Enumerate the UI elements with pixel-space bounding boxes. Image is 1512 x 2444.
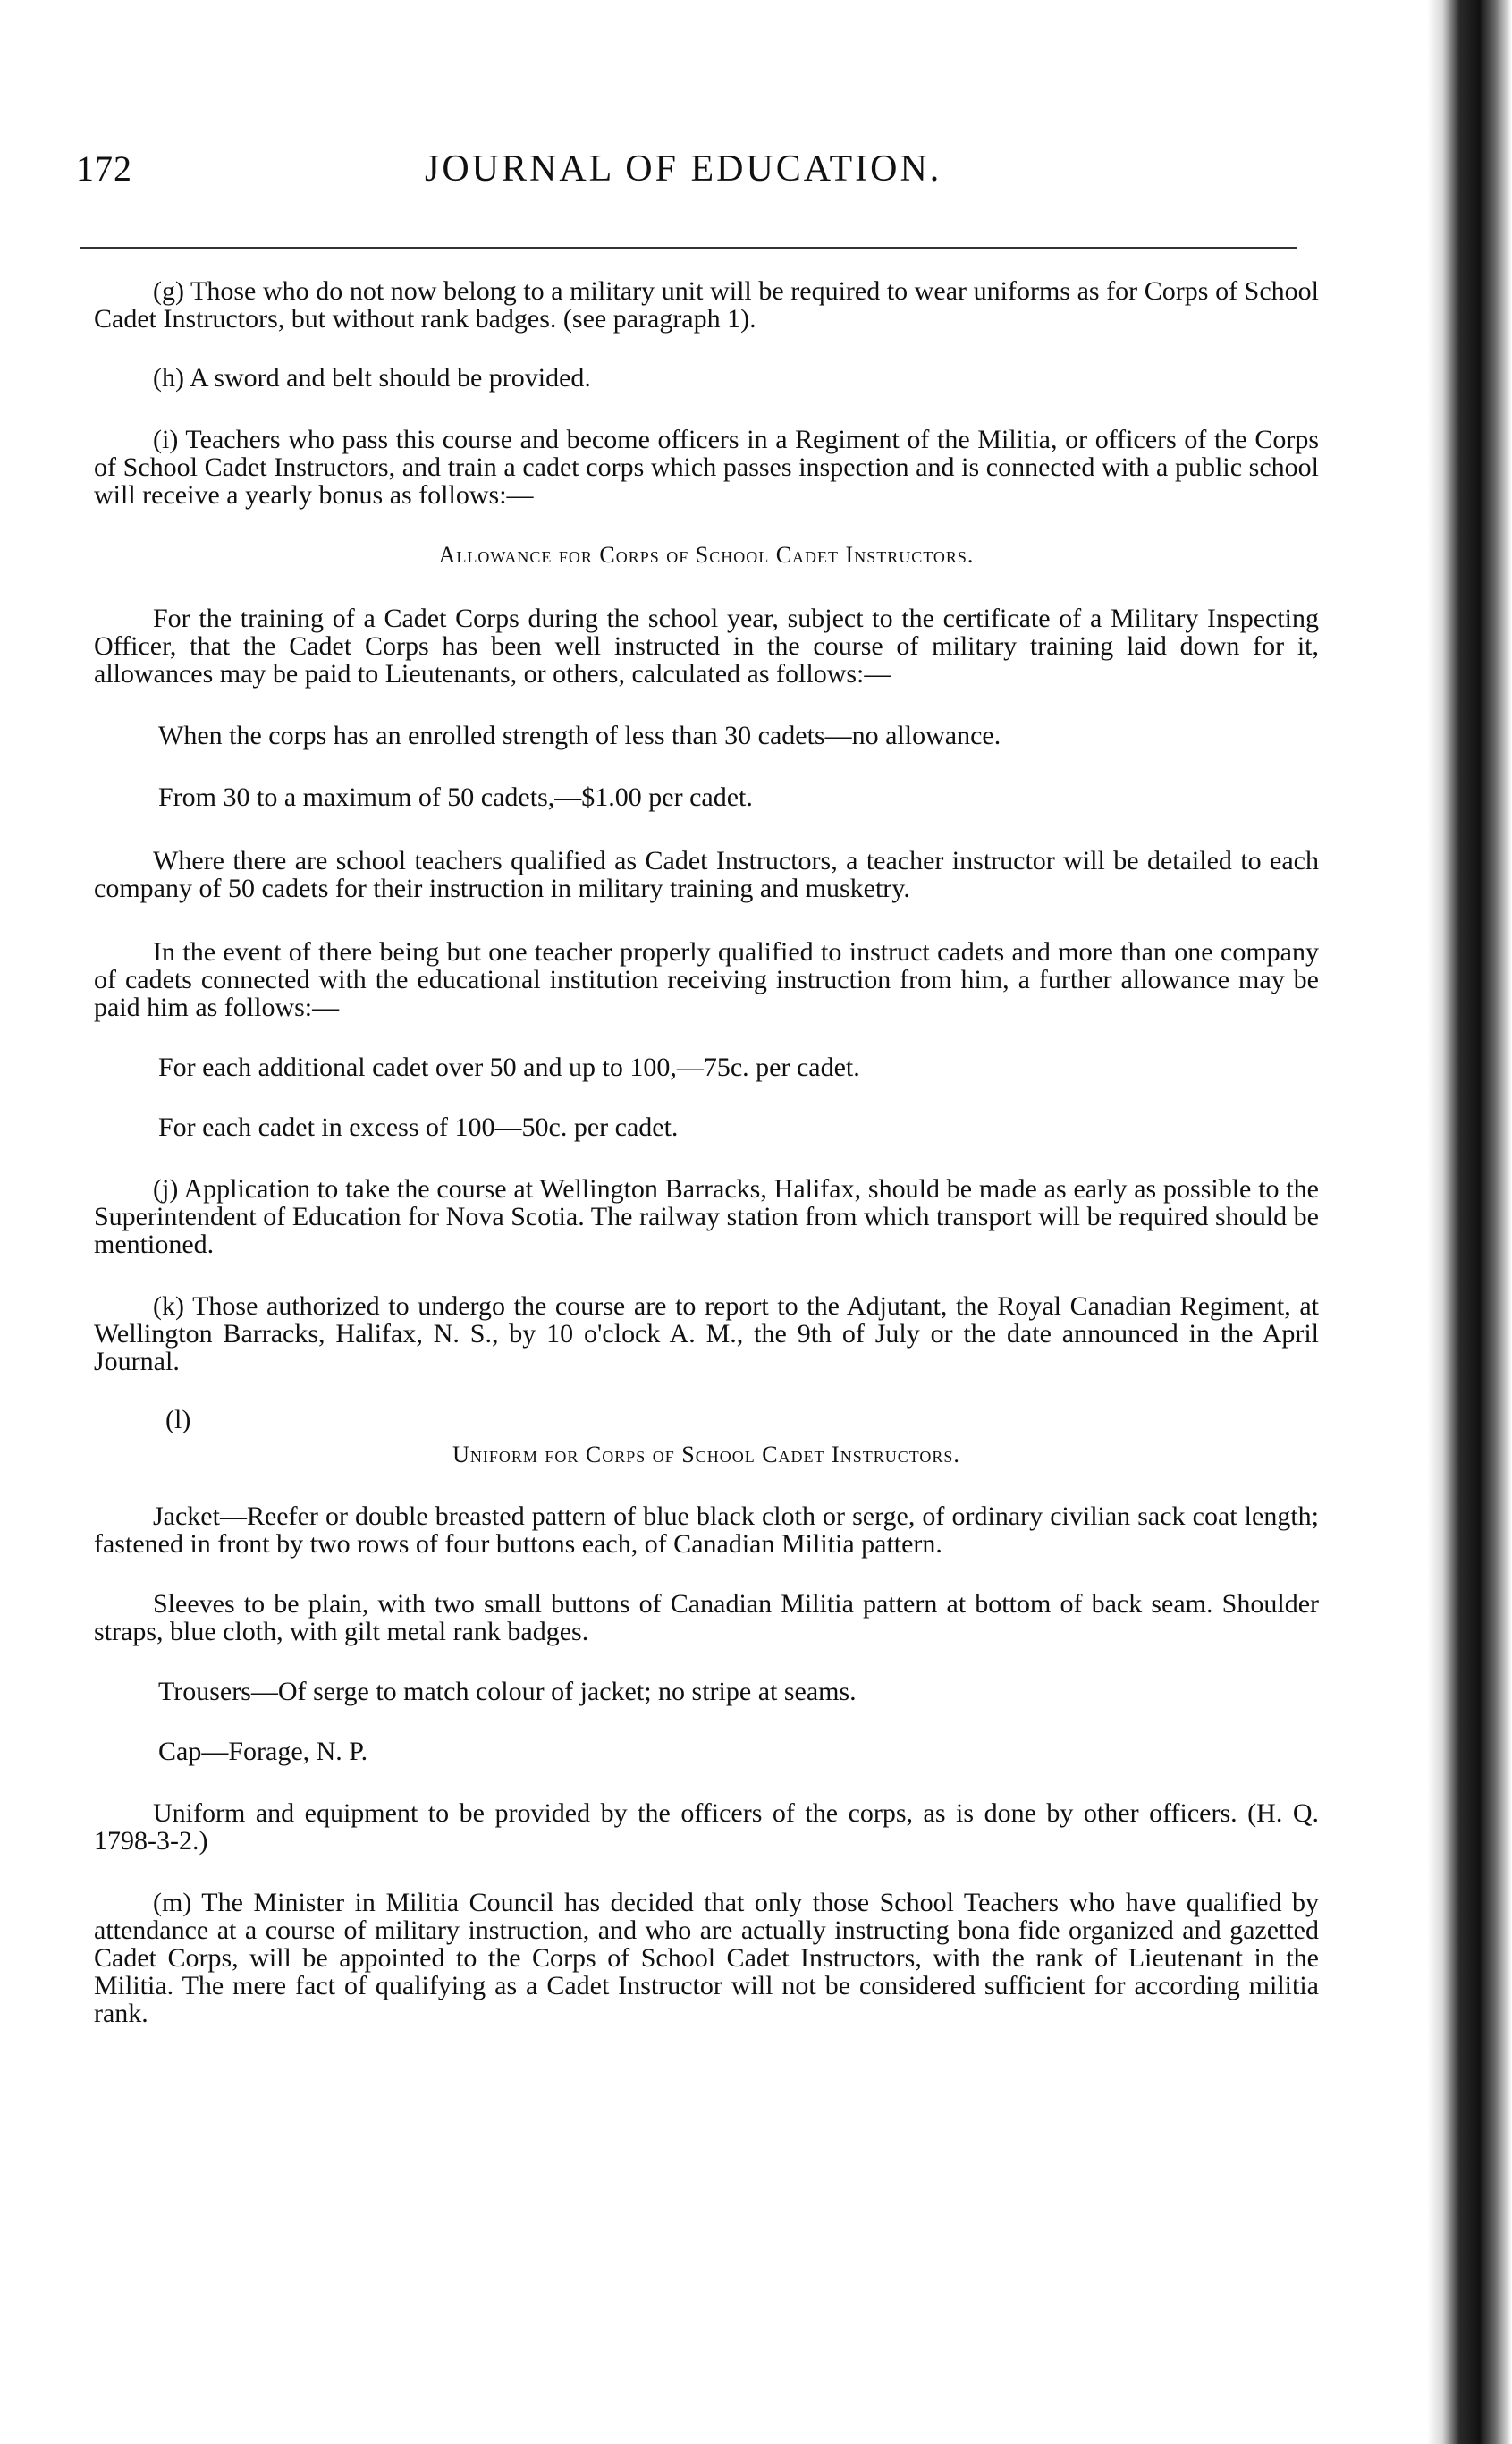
scan-binding-edge bbox=[1427, 0, 1512, 2444]
jacket-paragraph: Jacket—Reefer or double breasted pattern of blue black cloth or serge, of ordinary civilian sack coat length; fastened in front by two rows of four buttons each, of Canadian Militia pattern. bbox=[94, 1501, 1319, 1559]
paragraph-h: (h) A sword and belt should be provided. bbox=[153, 363, 591, 393]
paragraph-i: (i) Teachers who pass this course and become officers in a Regiment of the Militia, or officers of the Corps of School Cadet Instructors, and train a cadet corps which passes inspection and is connected with a public school will receive a yearly bonus as follows:— bbox=[94, 425, 1319, 510]
cap-line: Cap—Forage, N. P. bbox=[158, 1737, 368, 1766]
header-rule bbox=[80, 247, 1297, 249]
page-number: 172 bbox=[76, 148, 132, 189]
paragraph-l-label: (l) bbox=[165, 1405, 191, 1434]
trousers-line: Trousers—Of serge to match colour of jacket; no stripe at seams. bbox=[158, 1677, 857, 1706]
paragraph-g: (g) Those who do not now belong to a military unit will be required to wear uniforms as for Corps of School Cadet Instructors, but without rank badges. (see paragraph 1). bbox=[94, 276, 1319, 334]
paragraph-m: (m) The Minister in Militia Council has decided that only those School Teachers who have qualified by attendance at a course of military instruction, and who are actually instructing bona fide organized and gazetted Cadet Corps, will be appointed to the Corps of School Cadet Instructors, with the rank of Lieutenant in the Militia. The mere fact of qualifying as a Cadet Instructor will not be considered sufficient for according militia rank. bbox=[94, 1888, 1319, 2028]
additional-allowance-line-1: For each additional cadet over 50 and up to 100,—75c. per cadet. bbox=[158, 1053, 860, 1082]
page-body bbox=[94, 277, 1319, 2027]
uniform-provided-paragraph: Uniform and equipment to be provided by the officers of the corps, as is done by other officers. (H. Q. 1798-3-2.) bbox=[94, 1798, 1319, 1856]
paragraph-j: (j) Application to take the course at Wellington Barracks, Halifax, should be made as early as possible to the Superintendent of Education for Nova Scotia. The railway station from which transport will be required should be mentioned. bbox=[94, 1174, 1319, 1259]
teacher-instructor-paragraph: Where there are school teachers qualified as Cadet Instructors, a teacher instructor will be detailed to each company of 50 cadets for their instruction in military training and musketry. bbox=[94, 846, 1319, 903]
allowance-line-2: From 30 to a maximum of 50 cadets,—$1.00 per cadet. bbox=[158, 782, 753, 812]
allowance-heading: Allowance for Corps of School Cadet Instructors. bbox=[438, 542, 975, 568]
additional-allowance-line-2: For each cadet in excess of 100—50c. per cadet. bbox=[158, 1112, 679, 1142]
uniform-heading: Uniform for Corps of School Cadet Instructors. bbox=[452, 1442, 960, 1467]
page-header bbox=[76, 148, 1297, 201]
one-teacher-paragraph: In the event of there being but one teacher properly qualified to instruct cadets and more than one company of cadets connected with the educational institution receiving instruction from him, a further allowance may be paid him as follows:— bbox=[94, 937, 1319, 1022]
allowance-intro: For the training of a Cadet Corps during the school year, subject to the certificate of a Military Inspecting Officer, that the Cadet Corps has been well instructed in the course of military training laid down for it, allowances may be paid to Lieutenants, or others, calculated as follows:— bbox=[94, 604, 1319, 689]
paragraph-k: (k) Those authorized to undergo the course are to report to the Adjutant, the Royal Canadian Regiment, at Wellington Barracks, Halifax, N. S., by 10 o'clock A. M., the 9th of July or the date announced in the April Journal. bbox=[94, 1291, 1319, 1376]
journal-title: JOURNAL OF EDUCATION. bbox=[425, 148, 942, 190]
allowance-line-1: When the corps has an enrolled strength of less than 30 cadets—no allowance. bbox=[158, 721, 1001, 750]
sleeves-paragraph: Sleeves to be plain, with two small buttons of Canadian Militia pattern at bottom of back seam. Shoulder straps, blue cloth, with gilt metal rank badges. bbox=[94, 1589, 1319, 1646]
